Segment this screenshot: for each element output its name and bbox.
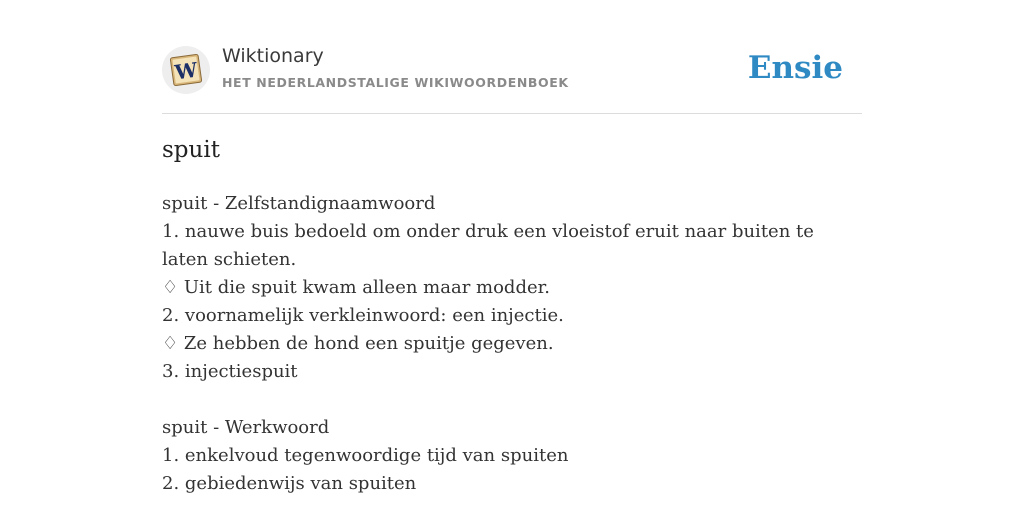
wiktionary-logo-icon[interactable] [162, 46, 210, 94]
section-heading: spuit - Zelfstandignaamwoord [162, 193, 436, 214]
section-verb [162, 414, 862, 498]
definition-line: 2. voornamelijk verkleinwoord: een injectie. [162, 305, 564, 326]
entry-title: spuit [162, 137, 220, 163]
definition-line: 1. nauwe buis bedoeld om onder druk een vloeistof eruit naar buiten te laten schieten. [162, 221, 814, 270]
ensie-brand-link[interactable]: Ensie [747, 50, 843, 86]
section-heading: spuit - Werkwoord [162, 417, 330, 438]
definition-line: 1. enkelvoud tegenwoordige tijd van spuiten [162, 445, 569, 466]
example-line: ♢ Uit die spuit kwam alleen maar modder. [162, 277, 550, 298]
definition-line: 3. injectiespuit [162, 361, 298, 382]
site-name[interactable]: Wiktionary [222, 45, 324, 67]
section-spacer [162, 386, 862, 414]
section-noun [162, 190, 862, 386]
site-tagline: HET NEDERLANDSTALIGE WIKIWOORDENBOEK [222, 75, 569, 90]
header [162, 0, 862, 114]
logo-letter: W [173, 57, 199, 85]
example-line: ♢ Ze hebben de hond een spuitje gegeven. [162, 333, 554, 354]
definition-line: 2. gebiedenwijs van spuiten [162, 473, 417, 494]
entry-content [162, 190, 862, 498]
